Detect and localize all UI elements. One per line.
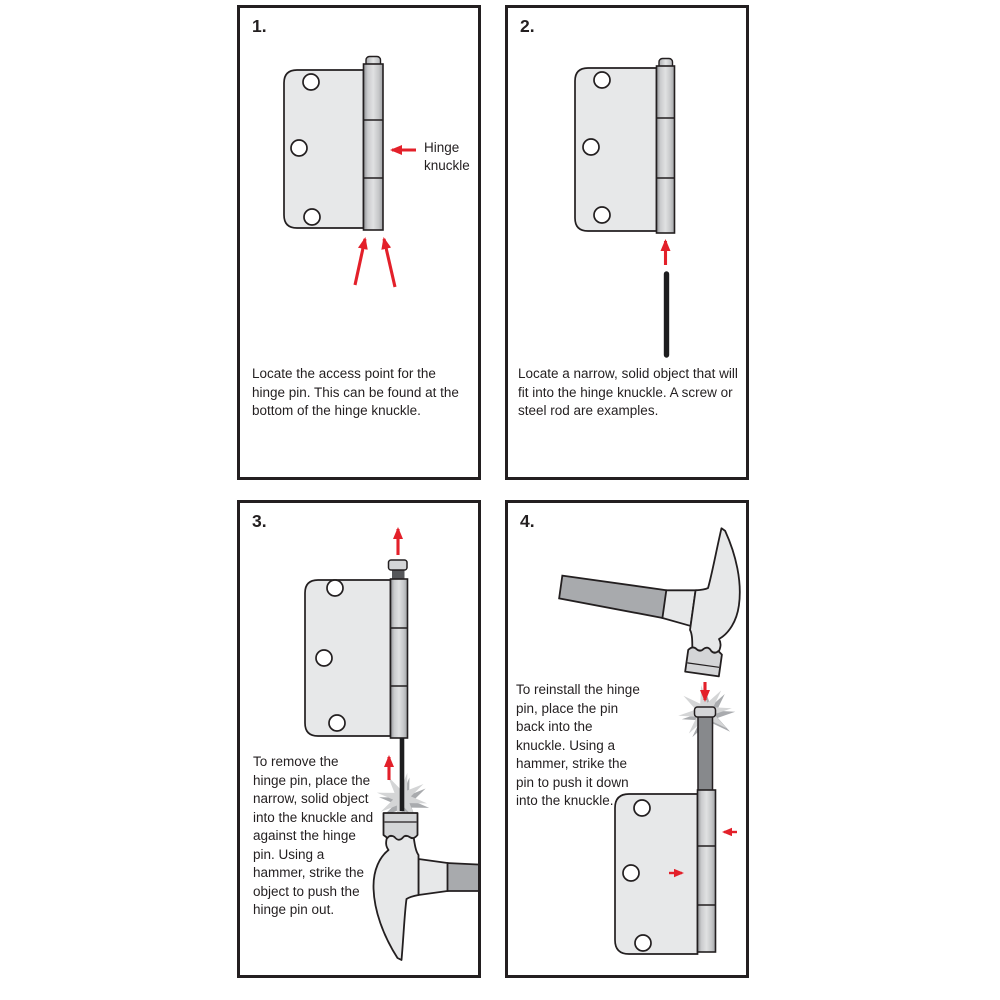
screw-hole xyxy=(304,209,320,225)
screw-hole xyxy=(291,140,307,156)
hinge-knuckle xyxy=(364,64,384,230)
step-2-caption: Locate a narrow, solid object that will fit into the hinge knuckle. A screw or steel rod are examples. xyxy=(518,366,738,418)
screw-hole xyxy=(594,207,610,223)
hinge-illustration xyxy=(284,57,383,231)
step-number: 2. xyxy=(520,16,535,36)
screw-hole xyxy=(583,139,599,155)
hinge-knuckle xyxy=(391,579,408,738)
access-point-arrow-right xyxy=(384,239,395,287)
hinge-illustration xyxy=(575,59,675,234)
panel-step-3 xyxy=(237,500,481,978)
step-number: 1. xyxy=(252,16,267,36)
step-number: 4. xyxy=(520,511,535,531)
access-point-arrow-left xyxy=(355,239,365,285)
hinge-pin xyxy=(695,707,716,792)
lifted-hinge-pin xyxy=(389,560,408,580)
hammer xyxy=(551,507,746,677)
step-number: 3. xyxy=(252,511,267,531)
pin-head xyxy=(389,560,408,570)
screw-hole xyxy=(316,650,332,666)
step-4-caption: To reinstall the hinge pin, place the pin back into the knuckle. Using a hammer, strike the pin to push it down into the knuckle. xyxy=(516,682,640,808)
step-3-caption: To remove the hinge pin, place the narrow, solid object into the knuckle and against the hinge pin. Using a hammer, strike the object to push the hinge pin out. xyxy=(253,754,374,917)
screw-hole xyxy=(623,865,639,881)
pin-shaft xyxy=(698,717,713,792)
hammer xyxy=(374,813,479,960)
step-1-caption: Locate the access point for the hinge pin. This can be found at the bottom of the hinge knuckle. xyxy=(252,366,459,418)
hinge-illustration xyxy=(615,790,716,954)
screw-hole xyxy=(635,935,651,951)
panel-step-1 xyxy=(237,5,481,480)
hinge-knuckle xyxy=(657,66,675,233)
panel-step-2 xyxy=(505,5,749,480)
panel-step-4 xyxy=(505,500,749,978)
hinge-knuckle xyxy=(698,790,716,952)
hinge-illustration xyxy=(305,579,408,738)
screw-hole xyxy=(327,580,343,596)
screw-hole xyxy=(594,72,610,88)
pin-head xyxy=(695,707,716,717)
screw-hole xyxy=(303,74,319,90)
screw-hole xyxy=(329,715,345,731)
hinge-knuckle-label: Hinge knuckle xyxy=(424,140,470,173)
